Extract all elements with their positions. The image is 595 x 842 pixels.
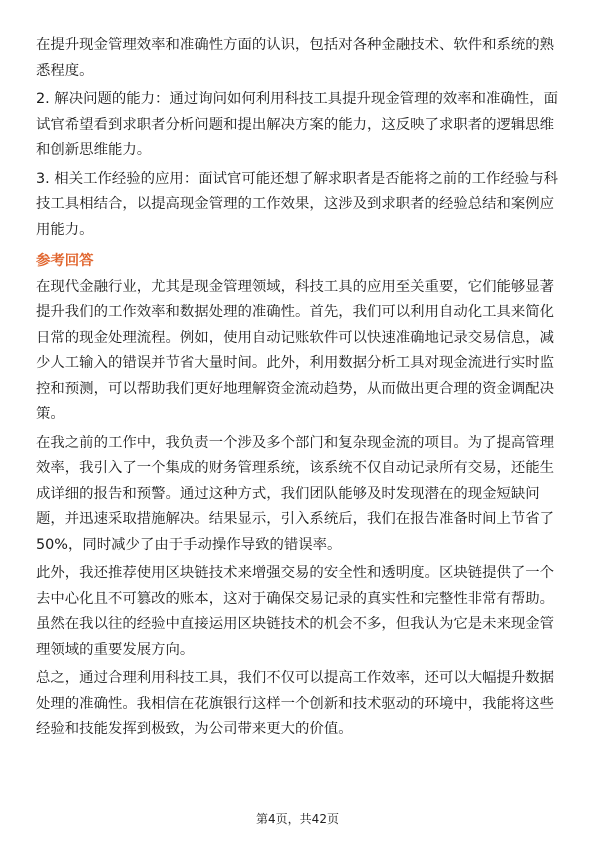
text-line: 题，并迅速采取措施解决。结果显示，引入系统后，我们在报告准备时间上节省了 bbox=[36, 511, 555, 527]
text-line: 试官希望看到求职者分析问题和提出解决方案的能力，这反映了求职者的逻辑思维 bbox=[36, 116, 555, 133]
text-line: 在我之前的工作中，我负责一个涉及多个部门和复杂现金流的项目。为了提高管理 bbox=[36, 434, 555, 451]
text-line: 2. 解决问题的能力：通过询问如何利用科技工具提升现金管理的效率和准确性，面 bbox=[36, 91, 558, 107]
answer-paragraph bbox=[36, 666, 559, 743]
text-line: 和创新思维能力。 bbox=[36, 142, 152, 158]
text-line: 此外，我还推荐使用区块链技术来增强交易的安全性和透明度。区块链提供了一个 bbox=[36, 565, 555, 581]
intro-paragraph bbox=[36, 33, 559, 84]
text-line: 经验和技能发挥到极致，为公司带来更大的价值。 bbox=[36, 721, 353, 737]
text-line: 策。 bbox=[36, 406, 65, 422]
answer-heading: 参考回答 bbox=[36, 253, 94, 269]
text-line: 用能力。 bbox=[36, 221, 94, 238]
text-line: 日常的现金处理流程。例如，使用自动记账软件可以快速准确地记录交易信息，减 bbox=[36, 329, 555, 346]
text-line: 控和预测，可以帮助我们更好地理解资金流动趋势，从而做出更合理的资金调配决 bbox=[36, 380, 555, 397]
text-line: 理领域的重要发展方向。 bbox=[36, 641, 195, 658]
page-number-footer: 第4页，共42页 bbox=[256, 812, 339, 826]
answer-paragraph bbox=[36, 275, 559, 428]
answer-paragraph bbox=[36, 431, 559, 559]
text-line: 技工具相结合，以提高现金管理的工作效果，这涉及到求职者的经验总结和案例应 bbox=[36, 196, 555, 212]
text-line: 50%，同时减少了由于手动操作导致的错误率。 bbox=[36, 536, 342, 553]
text-line: 提升我们的工作效率和数据处理的准确性。首先，我们可以利用自动化工具来简化 bbox=[36, 304, 555, 320]
text-line: 虽然在我以往的经验中直接运用区块链技术的机会不多，但我认为它是未来现金管 bbox=[36, 616, 555, 632]
text-line: 悉程度。 bbox=[36, 62, 94, 79]
text-line: 少人工输入的错误并节省大量时间。此外，利用数据分析工具对现金流进行实时监 bbox=[36, 355, 555, 371]
text-line: 在提升现金管理效率和准确性方面的认识，包括对各种金融技术、软件和系统的熟 bbox=[36, 37, 555, 53]
text-line: 总之，通过合理利用科技工具，我们不仅可以提高工作效率，还可以大幅提升数据 bbox=[36, 670, 555, 686]
point-item-3 bbox=[36, 167, 559, 244]
document-page bbox=[36, 33, 559, 746]
text-line: 效率，我引入了一个集成的财务管理系统，该系统不仅自动记录所有交易，还能生 bbox=[36, 460, 555, 476]
text-line: 处理的准确性。我相信在花旗银行这样一个创新和技术驱动的环境中，我能将这些 bbox=[36, 695, 555, 712]
point-item-2 bbox=[36, 87, 559, 164]
text-line: 在现代金融行业，尤其是现金管理领域，科技工具的应用至关重要，它们能够显著 bbox=[36, 278, 555, 295]
text-line: 去中心化且不可篡改的账本，这对于确保交易记录的真实性和完整性非常有帮助。 bbox=[36, 590, 555, 607]
answer-paragraph bbox=[36, 561, 559, 663]
text-line: 3. 相关工作经验的应用：面试官可能还想了解求职者是否能将之前的工作经验与科 bbox=[36, 170, 558, 187]
text-line: 成详细的报告和预警。通过这种方式，我们团队能够及时发现潜在的现金短缺问 bbox=[36, 485, 540, 502]
